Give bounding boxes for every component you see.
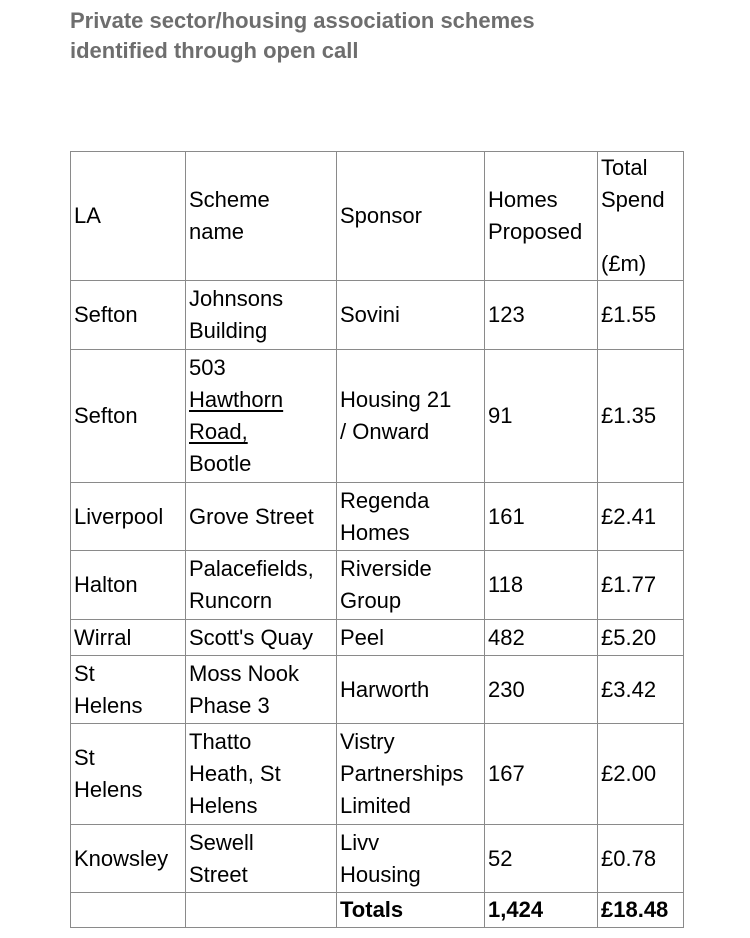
cell-scheme: Thatto Heath, St Helens [186, 724, 337, 825]
cell-spend: £1.55 [598, 281, 684, 350]
cell-scheme: Scott's Quay [186, 620, 337, 656]
cell-homes: 161 [485, 483, 598, 551]
cell-sponsor: Sovini [337, 281, 485, 350]
header-homes-proposed: Homes Proposed [485, 152, 598, 281]
cell-la: St Helens [71, 656, 186, 724]
cell-la: Liverpool [71, 483, 186, 551]
table-row [71, 281, 684, 350]
cell-scheme: Sewell Street [186, 825, 337, 893]
totals-label: Totals [337, 893, 485, 928]
cell-sponsor: Peel [337, 620, 485, 656]
schemes-table [70, 151, 684, 928]
table-row [71, 483, 684, 551]
table-row [71, 350, 684, 483]
cell-sponsor: Housing 21 / Onward [337, 350, 485, 483]
cell-la: St Helens [71, 724, 186, 825]
header-row [71, 152, 684, 281]
cell-homes: 230 [485, 656, 598, 724]
cell-scheme: Moss Nook Phase 3 [186, 656, 337, 724]
totals-spend: £18.48 [598, 893, 684, 928]
heading-line-1: Private sector/housing association schemes [70, 8, 535, 33]
cell-homes: 167 [485, 724, 598, 825]
cell-empty [186, 893, 337, 928]
cell-scheme: Grove Street [186, 483, 337, 551]
totals-row [71, 893, 684, 928]
cell-la: Halton [71, 551, 186, 620]
cell-la: Sefton [71, 350, 186, 483]
table-row [71, 551, 684, 620]
header-total-spend: Total Spend (£m) [598, 152, 684, 281]
cell-homes: 123 [485, 281, 598, 350]
header-sponsor: Sponsor [337, 152, 485, 281]
cell-sponsor: Livv Housing [337, 825, 485, 893]
cell-sponsor: Vistry Partnerships Limited [337, 724, 485, 825]
cell-spend: £5.20 [598, 620, 684, 656]
cell-spend: £2.41 [598, 483, 684, 551]
cell-spend: £1.35 [598, 350, 684, 483]
cell-spend: £0.78 [598, 825, 684, 893]
cell-spend: £3.42 [598, 656, 684, 724]
table-row [71, 724, 684, 825]
cell-homes: 118 [485, 551, 598, 620]
cell-homes: 91 [485, 350, 598, 483]
heading-line-2: identified through open call [70, 38, 359, 63]
cell-scheme: 503 Hawthorn Road, Bootle [186, 350, 337, 483]
cell-scheme: Palacefields, Runcorn [186, 551, 337, 620]
page-heading [70, 6, 535, 66]
header-scheme-name: Scheme name [186, 152, 337, 281]
table-row [71, 620, 684, 656]
cell-homes: 482 [485, 620, 598, 656]
cell-spend: £2.00 [598, 724, 684, 825]
cell-homes: 52 [485, 825, 598, 893]
header-la: LA [71, 152, 186, 281]
totals-homes: 1,424 [485, 893, 598, 928]
cell-spend: £1.77 [598, 551, 684, 620]
cell-sponsor: Riverside Group [337, 551, 485, 620]
cell-sponsor: Regenda Homes [337, 483, 485, 551]
cell-la: Sefton [71, 281, 186, 350]
cell-scheme: Johnsons Building [186, 281, 337, 350]
cell-la: Knowsley [71, 825, 186, 893]
table-row [71, 825, 684, 893]
cell-empty [71, 893, 186, 928]
cell-la: Wirral [71, 620, 186, 656]
table-row [71, 656, 684, 724]
cell-sponsor: Harworth [337, 656, 485, 724]
